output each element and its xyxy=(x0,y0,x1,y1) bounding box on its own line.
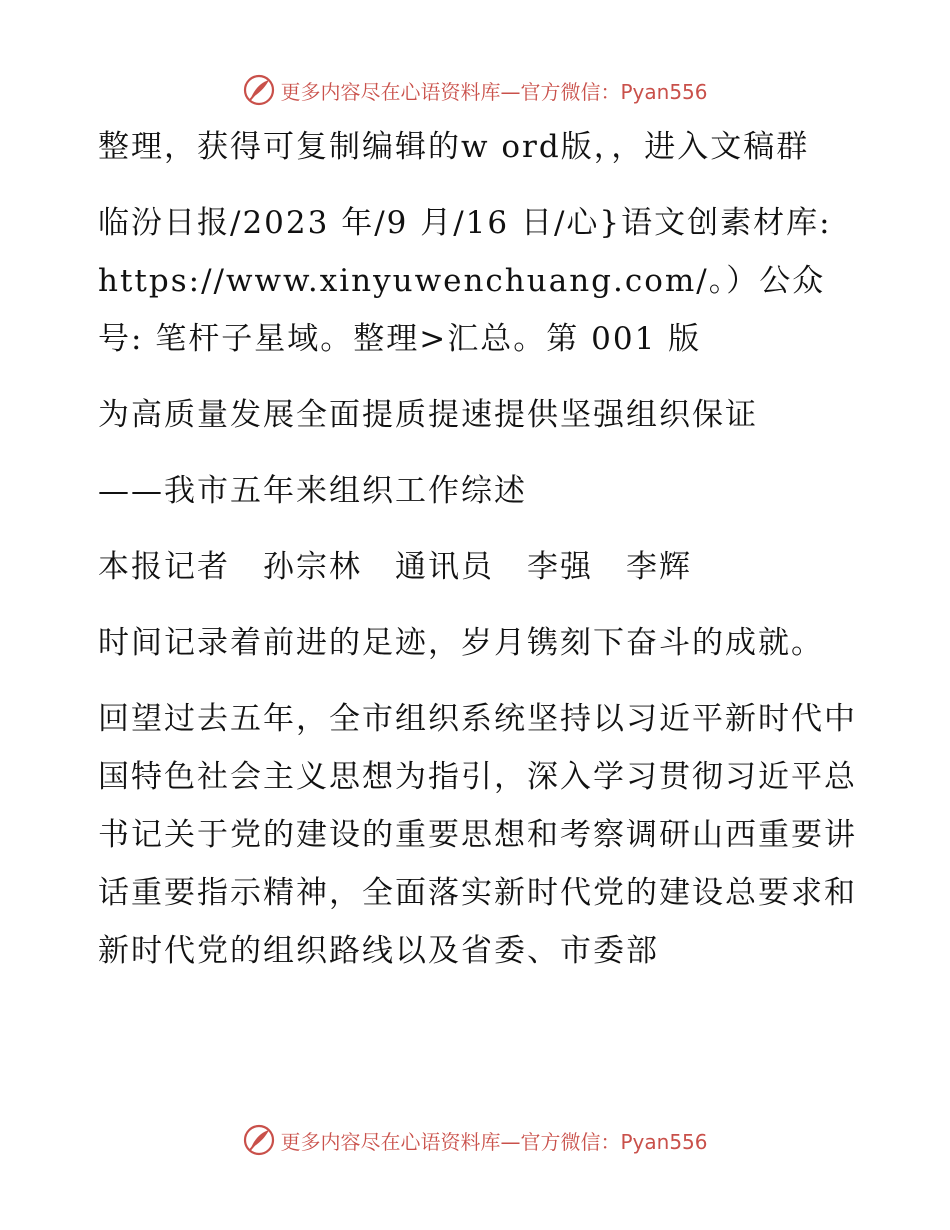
paragraph-body: 回望过去五年，全市组织系统坚持以习近平新时代中国特色社会主义思想为指引，深入学习贯彻习近平总书记关于党的建设的重要思想和考察调研山西重要讲话重要指示精神，全面落实新时代党的建设总要求和新时代党的组织路线以及省委、市委部 xyxy=(98,701,857,969)
footer-watermark-banner xyxy=(0,1120,950,1160)
watermark-text xyxy=(280,1126,707,1155)
feather-pen-logo-icon xyxy=(242,1123,276,1157)
paragraph-source: 临汾日报/2023 年/9 月/16 日/心}语文创素材库: https://www.xinyuwenchuang.com/。）公众号: 笔杆子星域。整理>汇总。第 001 版 xyxy=(98,205,832,357)
header-watermark-banner xyxy=(0,70,950,110)
watermark-slogan: 更多内容尽在心语资料库—官方微信： xyxy=(280,1129,621,1154)
article-title: 为高质量发展全面提质提速提供坚强组织保证 xyxy=(98,397,758,433)
article-subtitle: ——我市五年来组织工作综述 xyxy=(98,473,527,509)
watermark-wechat-id: Pyan556 xyxy=(620,79,708,104)
paragraph-lead: 时间记录着前进的足迹，岁月镌刻下奋斗的成就。 xyxy=(98,625,824,661)
article-byline: 本报记者 孙宗林 通讯员 李强 李辉 xyxy=(98,549,692,585)
watermark-text xyxy=(280,76,707,105)
document-body xyxy=(98,118,858,998)
watermark-slogan: 更多内容尽在心语资料库—官方微信： xyxy=(280,79,621,104)
feather-pen-logo-icon xyxy=(242,73,276,107)
watermark-wechat-id: Pyan556 xyxy=(620,1129,708,1154)
paragraph-intro: 整理，获得可复制编辑的w ord版，，进入文稿群 xyxy=(98,129,810,165)
